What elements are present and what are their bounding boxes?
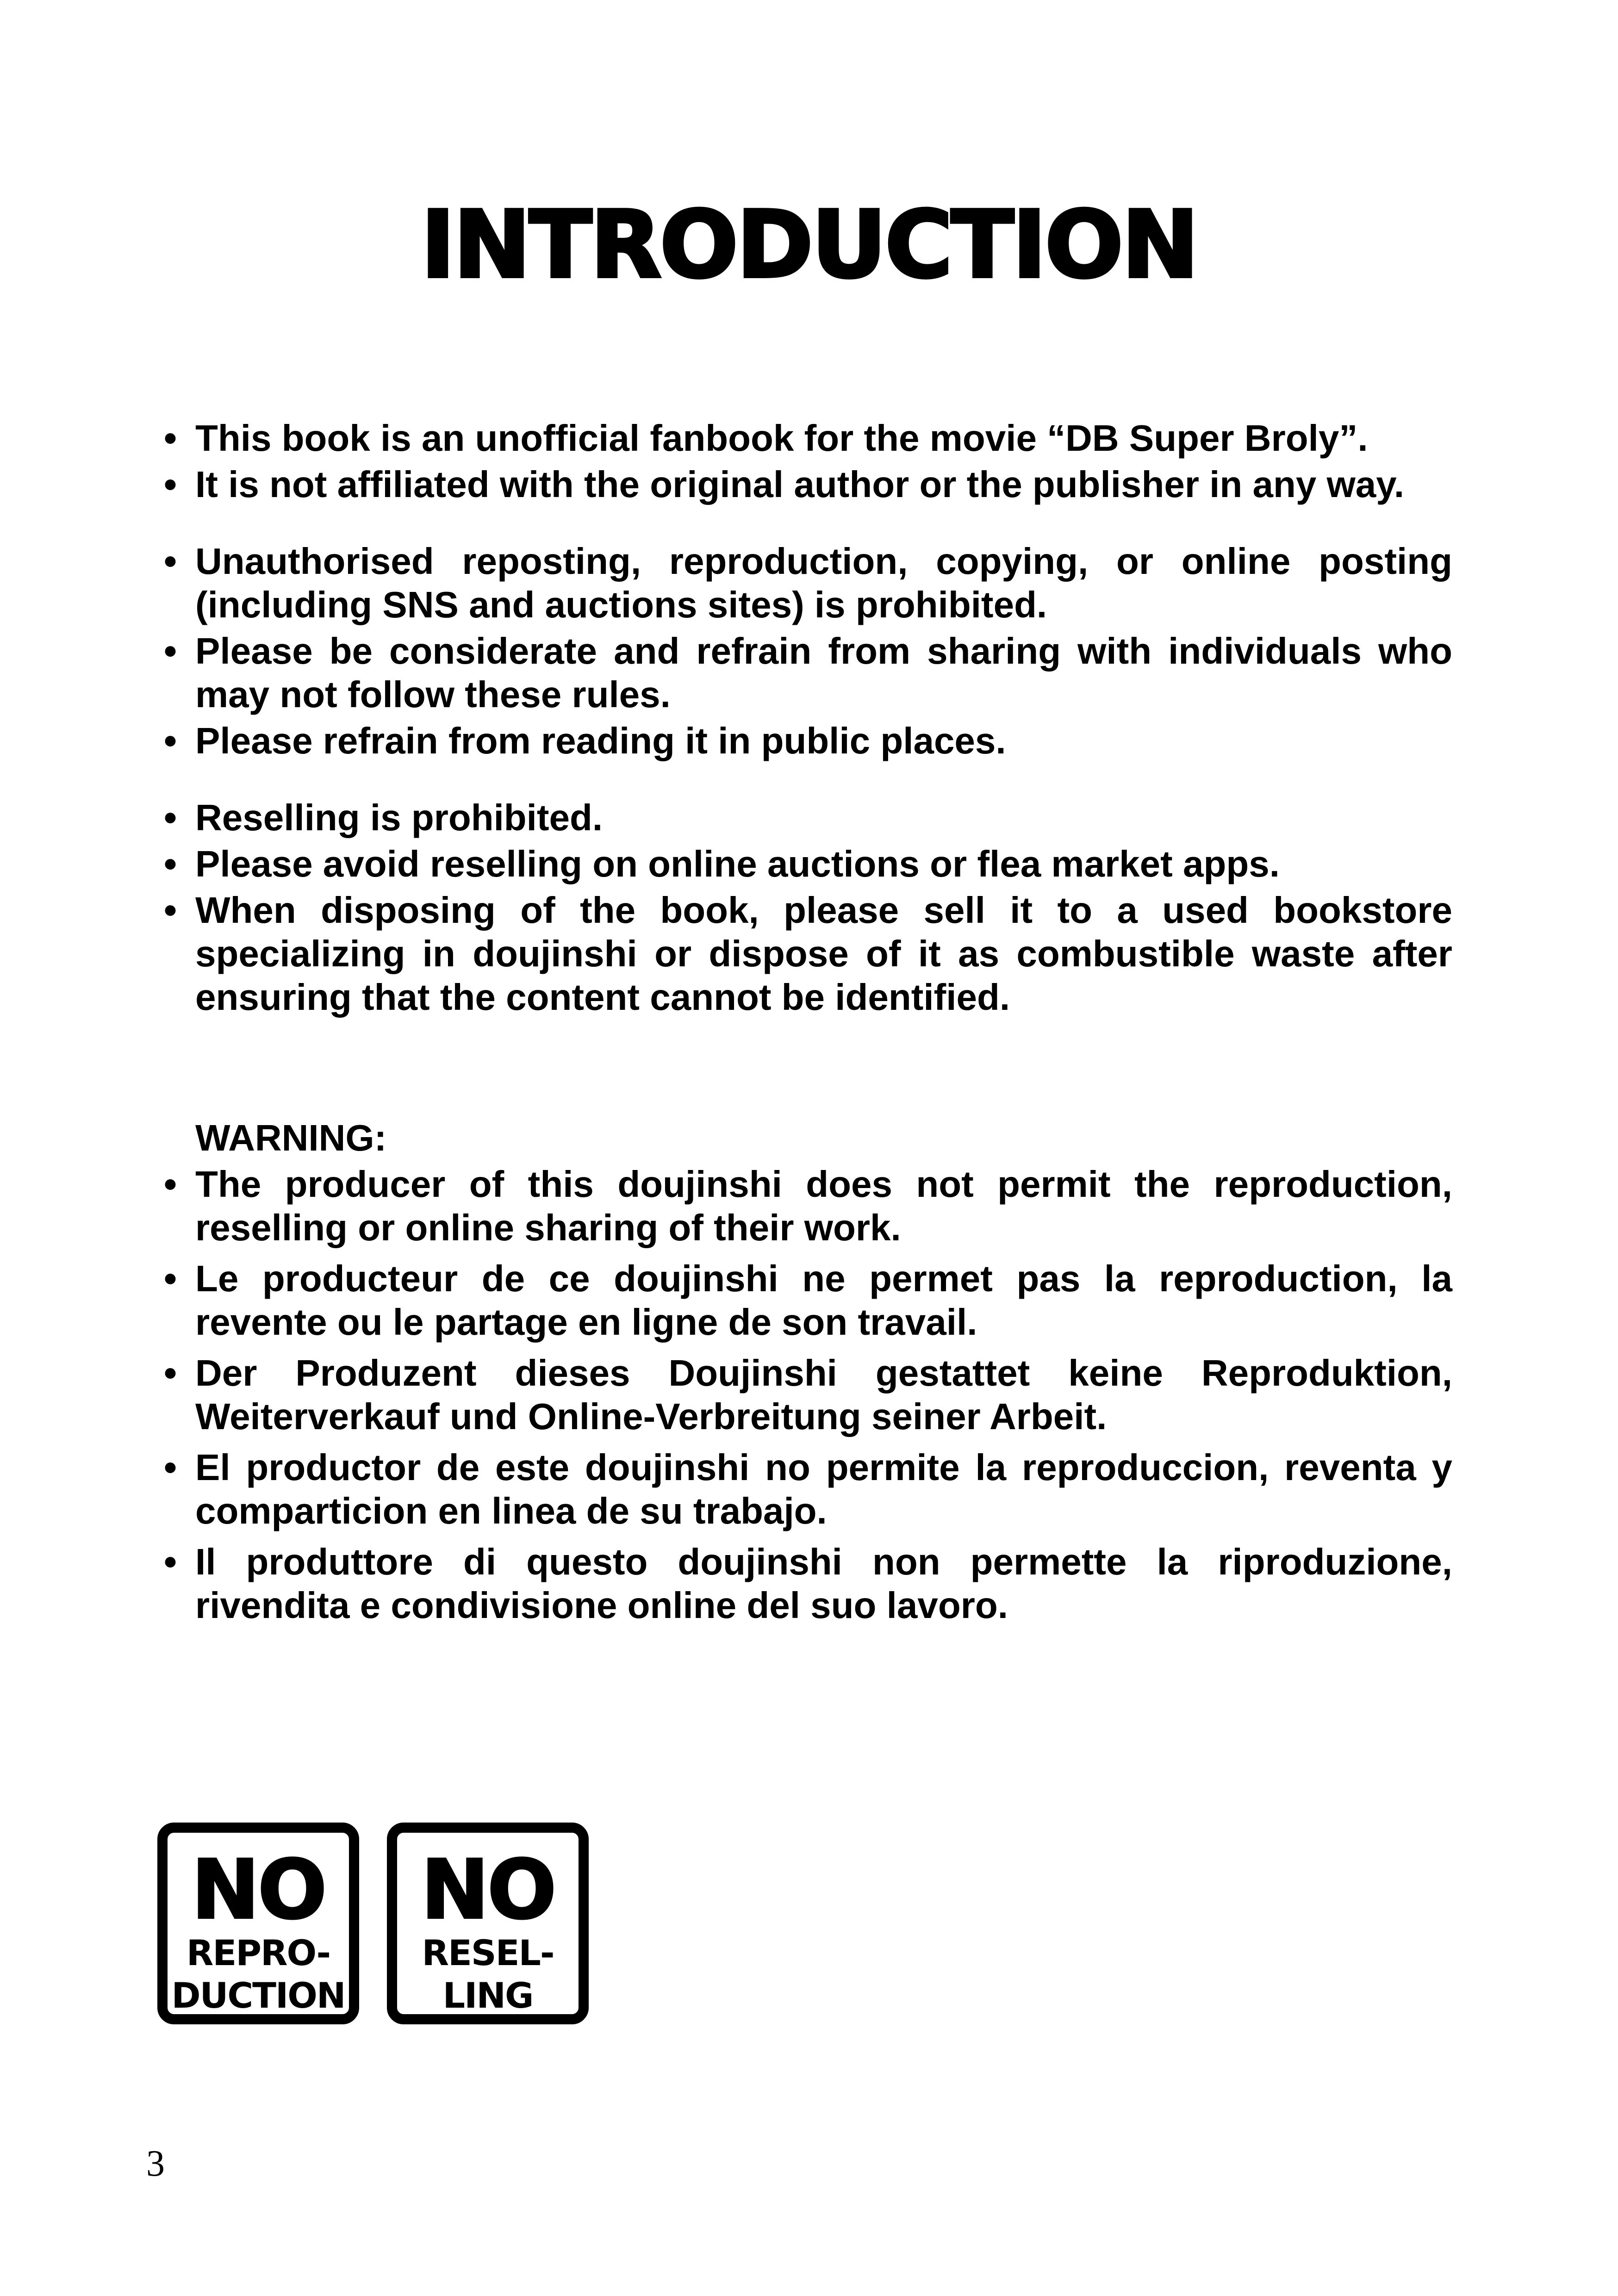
badge-line-1: REPRO- [186,1932,330,1973]
bullet: • [164,1352,177,1394]
list-item [160,629,1452,716]
list-item [160,1163,1452,1250]
reselling-rules-group [160,796,1452,1019]
sharing-rules-group [160,540,1452,763]
warning-heading: WARNING: [195,1117,387,1158]
list-item [160,719,1452,763]
bullet: • [164,541,177,582]
item-text: Reselling is prohibited. [195,797,603,838]
bullet: • [164,797,177,838]
bullet: • [164,720,177,761]
item-text: Le producteur de ce doujinshi ne permet pas la reproduction, la revente ou le partage en ligne de son travail. [195,1258,1452,1343]
item-text: El productor de este doujinshi no permite la reproduccion, reventa y comparticion en linea de su trabajo. [195,1447,1452,1531]
badge-no-text: NO [191,1842,325,1937]
bullet: • [164,1164,177,1205]
list-item [160,889,1452,1019]
bullet: • [164,417,177,459]
no-reproduction-badge [157,1823,359,2024]
badge-line-1: RESEL- [422,1932,554,1973]
list-item [160,842,1452,886]
item-text: Please refrain from reading it in public places. [195,720,1006,761]
page-number: 3 [146,2143,165,2184]
list-item [160,1351,1452,1438]
notice-content [160,417,1452,1627]
list-item [160,796,1452,840]
item-text: Unauthorised reposting, reproduction, copying, or online posting (including SNS and auctions sites) is prohibited. [195,541,1452,625]
list-item [160,417,1452,460]
item-text: The producer of this doujinshi does not permit the reproduction, reselling or online sharing of their work. [195,1164,1452,1248]
page-title: INTRODUCTION [421,191,1197,299]
badge-row [157,1823,589,2024]
item-text: Please avoid reselling on online auctions or flea market apps. [195,843,1280,884]
badge-line-2: LING [442,1975,533,2016]
bullet: • [164,843,177,884]
item-text: Der Produzent dieses Doujinshi gestattet keine Reproduktion, Weiterverkauf und Online-Verbreitung seiner Arbeit. [195,1352,1452,1437]
bullet: • [164,1541,177,1582]
item-text: This book is an unofficial fanbook for the movie “DB Super Broly”. [195,417,1368,459]
item-text: When disposing of the book, please sell it to a used bookstore specializing in doujinshi or dispose of it as combustible waste after ensuring that the content cannot be identified. [195,890,1452,1018]
bullet: • [164,464,177,505]
bullet: • [164,1258,177,1299]
item-text: Please be considerate and refrain from sharing with individuals who may not follow these rules. [195,630,1452,715]
item-text: It is not affiliated with the original author or the publisher in any way. [195,464,1405,505]
no-reselling-badge [387,1823,589,2024]
list-item [160,1540,1452,1627]
item-text: Il produttore di questo doujinshi non permette la riproduzione, rivendita e condivisione online del suo lavoro. [195,1541,1452,1626]
disclaimer-group [160,417,1452,506]
bullet: • [164,890,177,931]
warning-group [160,1163,1452,1627]
list-item [160,540,1452,627]
badge-no-text: NO [421,1842,555,1937]
list-item [160,1257,1452,1344]
list-item [160,1446,1452,1533]
bullet: • [164,630,177,672]
list-item [160,463,1452,506]
bullet: • [164,1447,177,1488]
badge-line-2: DUCTION [171,1975,345,2016]
